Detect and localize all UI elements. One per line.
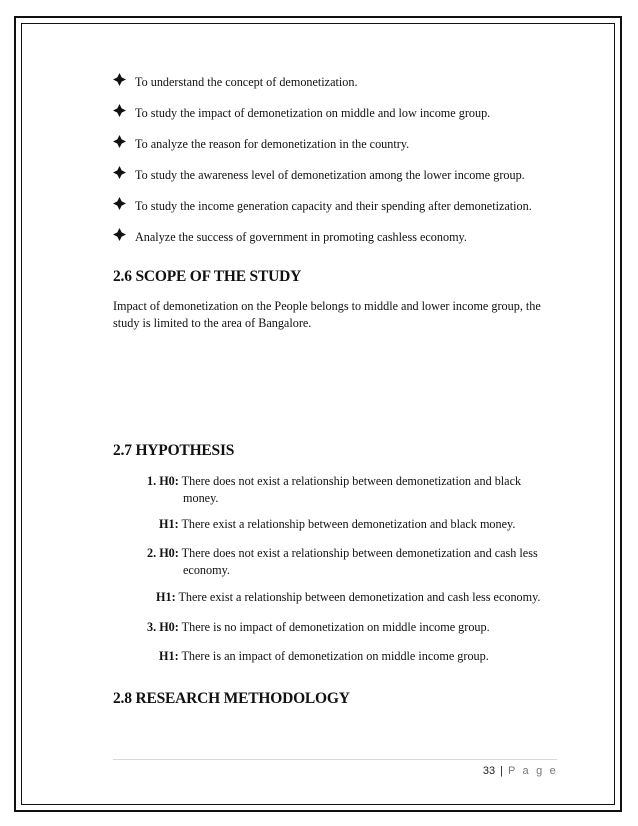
hypothesis-number: 1.: [147, 474, 157, 488]
objective-text: To analyze the reason for demonetization in the country.: [135, 137, 410, 151]
hypothesis-h0: [147, 473, 557, 507]
page-label: P a g e: [507, 765, 558, 777]
h0-text-continued: economy.: [183, 563, 230, 577]
objective-text: To study the impact of demonetization on middle and low income group.: [135, 106, 491, 120]
hypothesis-h1: [156, 589, 566, 606]
scope-paragraph: Impact of demonetization on the People belongs to middle and lower income group, the study is limited to the area of Bangalore.: [113, 299, 541, 330]
diamond-bullet-icon: [113, 197, 126, 210]
objective-text: To study the income generation capacity and their spending after demonetization.: [135, 199, 532, 213]
objective-item: [113, 167, 553, 183]
hypothesis-h1: [159, 516, 559, 533]
h1-text: There exist a relationship between demonetization and cash less economy.: [178, 590, 541, 604]
objective-text: To study the awareness level of demonetization among the lower income group.: [135, 168, 525, 182]
h0-label: H0:: [159, 620, 179, 634]
objective-item: [113, 74, 553, 90]
hypothesis-number: 2.: [147, 546, 157, 560]
objective-item: [113, 198, 553, 214]
footer-divider: [113, 759, 557, 760]
objective-text: To understand the concept of demonetization.: [135, 75, 358, 89]
hypothesis-h1: [159, 648, 559, 665]
h0-text: There does not exist a relationship between demonetization and black: [181, 474, 522, 488]
h0-text: There is no impact of demonetization on middle income group.: [181, 620, 490, 634]
diamond-bullet-icon: [113, 73, 126, 86]
page-number: 33: [482, 765, 496, 777]
h0-text: There does not exist a relationship between demonetization and cash less: [181, 546, 538, 560]
diamond-bullet-icon: [113, 135, 126, 148]
section-heading-methodology: 2.8 RESEARCH METHODOLOGY: [113, 690, 350, 707]
section-heading-scope: 2.6 SCOPE OF THE STUDY: [113, 268, 302, 285]
h1-label: H1:: [159, 649, 179, 663]
diamond-bullet-icon: [113, 104, 126, 117]
page-footer: [483, 765, 558, 777]
objective-item: [113, 136, 553, 152]
hypothesis-number: 3.: [147, 620, 157, 634]
footer-separator: |: [500, 765, 503, 777]
hypothesis-h0: [147, 545, 567, 579]
h0-label: H0:: [159, 546, 179, 560]
h1-label: H1:: [159, 517, 179, 531]
diamond-bullet-icon: [113, 228, 126, 241]
h0-text-continued: money.: [183, 491, 219, 505]
h1-text: There exist a relationship between demonetization and black money.: [181, 517, 516, 531]
objective-item: [113, 105, 553, 121]
diamond-bullet-icon: [113, 166, 126, 179]
h1-text: There is an impact of demonetization on middle income group.: [181, 649, 489, 663]
section-heading-hypothesis: 2.7 HYPOTHESIS: [113, 442, 235, 459]
hypothesis-h0: [147, 619, 557, 636]
h0-label: H0:: [159, 474, 179, 488]
objective-item: [113, 229, 553, 245]
objective-text: Analyze the success of government in promoting cashless economy.: [135, 230, 467, 244]
h1-label: H1:: [156, 590, 176, 604]
